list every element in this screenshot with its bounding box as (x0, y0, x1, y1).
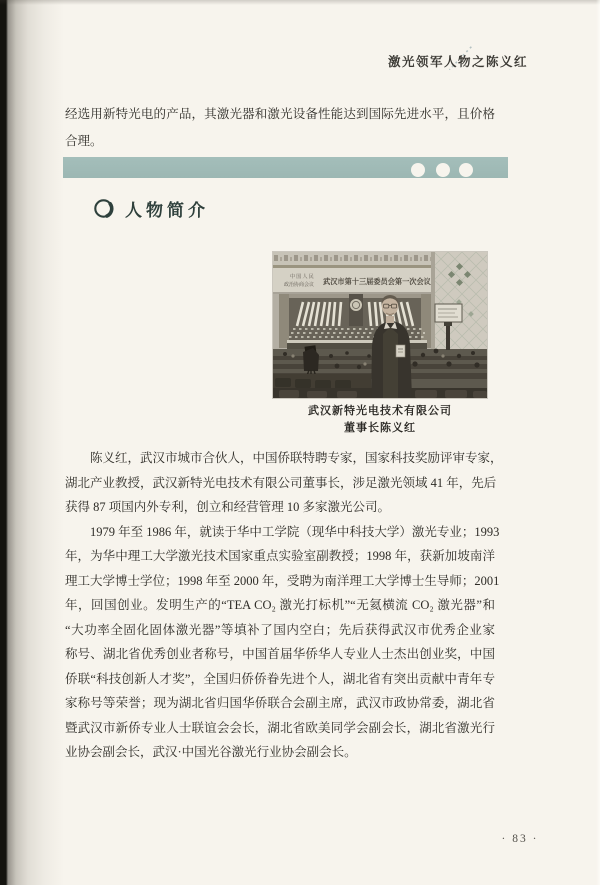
divider-dot (459, 163, 473, 177)
text-line: 称号、湖北省优秀创业者称号，中国首届华侨华人专业人士杰出创业奖，中国 (65, 647, 495, 661)
running-head: 激光领军人物之陈义红 (387, 55, 528, 69)
text-line: 获得 87 项国内外专利，创立和经营管理 10 多家激光公司。 (65, 500, 391, 514)
text-line: 业协会副会长，武汉·中国光谷激光行业协会副会长。 (65, 745, 357, 759)
section-title: 人物简介 (125, 200, 209, 220)
text-line: 年，为华中理工大学激光技术国家重点实验室副教授；1998 年，获新加坡南洋 (65, 549, 495, 563)
banner-title: 武汉市第十三届委员会第一次会议 (323, 278, 431, 286)
ring-icon (92, 197, 115, 220)
text-line: 合理。 (65, 134, 103, 148)
page-right-edge (596, 0, 600, 885)
section-heading (92, 196, 209, 220)
text-line: 年，回国创业。发明生产的“TEA CO₂ 激光打标机”“无氦横流 CO₂ 激光器”和 (65, 598, 495, 612)
photo-caption-line2: 董事长陈义红 (344, 422, 416, 434)
photo-caption (273, 403, 487, 437)
banner-text-line1: 中 国 人 民 (290, 275, 314, 280)
page-top-shadow (0, 0, 600, 5)
biography-paragraph-1 (65, 446, 503, 520)
biography-text (65, 446, 503, 765)
banner-text-line2: 政治协商会议 (284, 283, 315, 288)
photo-caption-line1: 武汉新特光电技术有限公司 (308, 405, 452, 417)
divider-dot (436, 163, 450, 177)
text-line: 理工大学博士学位；1998 年至 2000 年，受聘为南洋理工大学博士生导师；2001 (65, 573, 500, 588)
biography-paragraph-2 (65, 520, 500, 765)
text-line: 暨武汉市新侨专业人士联谊会会长，湖北省欧美同学会副会长，湖北省激光行 (65, 720, 495, 735)
text-line: 家称号等荣誉；现为湖北省归国华侨联合会副主席，武汉市政协常委，湖北省 (65, 696, 495, 710)
text-line: 经选用新特光电的产品，其激光器和激光设备性能达到国际先进水平，且价格 (65, 107, 495, 121)
text-line: “大功率全固化固体激光器”等填补了国内空白；先后获得武汉市优秀企业家 (65, 622, 495, 637)
page-binding-shadow (0, 0, 64, 885)
page-number: · 83 · (501, 833, 539, 845)
photo-figure (273, 252, 487, 434)
section-divider-bar (63, 157, 508, 178)
text-line: 陈义红，武汉市城市合伙人，中国侨联特聘专家，国家科技奖励评审专家， (90, 451, 503, 465)
text-line: 侨联“科技创新人才奖”，全国归侨侨眷先进个人，湖北省有突出贡献中青年专 (65, 671, 495, 686)
conference-photo (273, 252, 487, 398)
text-line: 湖北产业教授，武汉新特光电技术有限公司董事长，涉足激光领域 41 年，先后 (65, 475, 497, 490)
intro-paragraph (65, 101, 495, 155)
divider-dot (411, 163, 425, 177)
text-line: 1979 年至 1986 年，就读于华中工学院（现华中科技大学）激光专业；1993 (90, 524, 500, 539)
